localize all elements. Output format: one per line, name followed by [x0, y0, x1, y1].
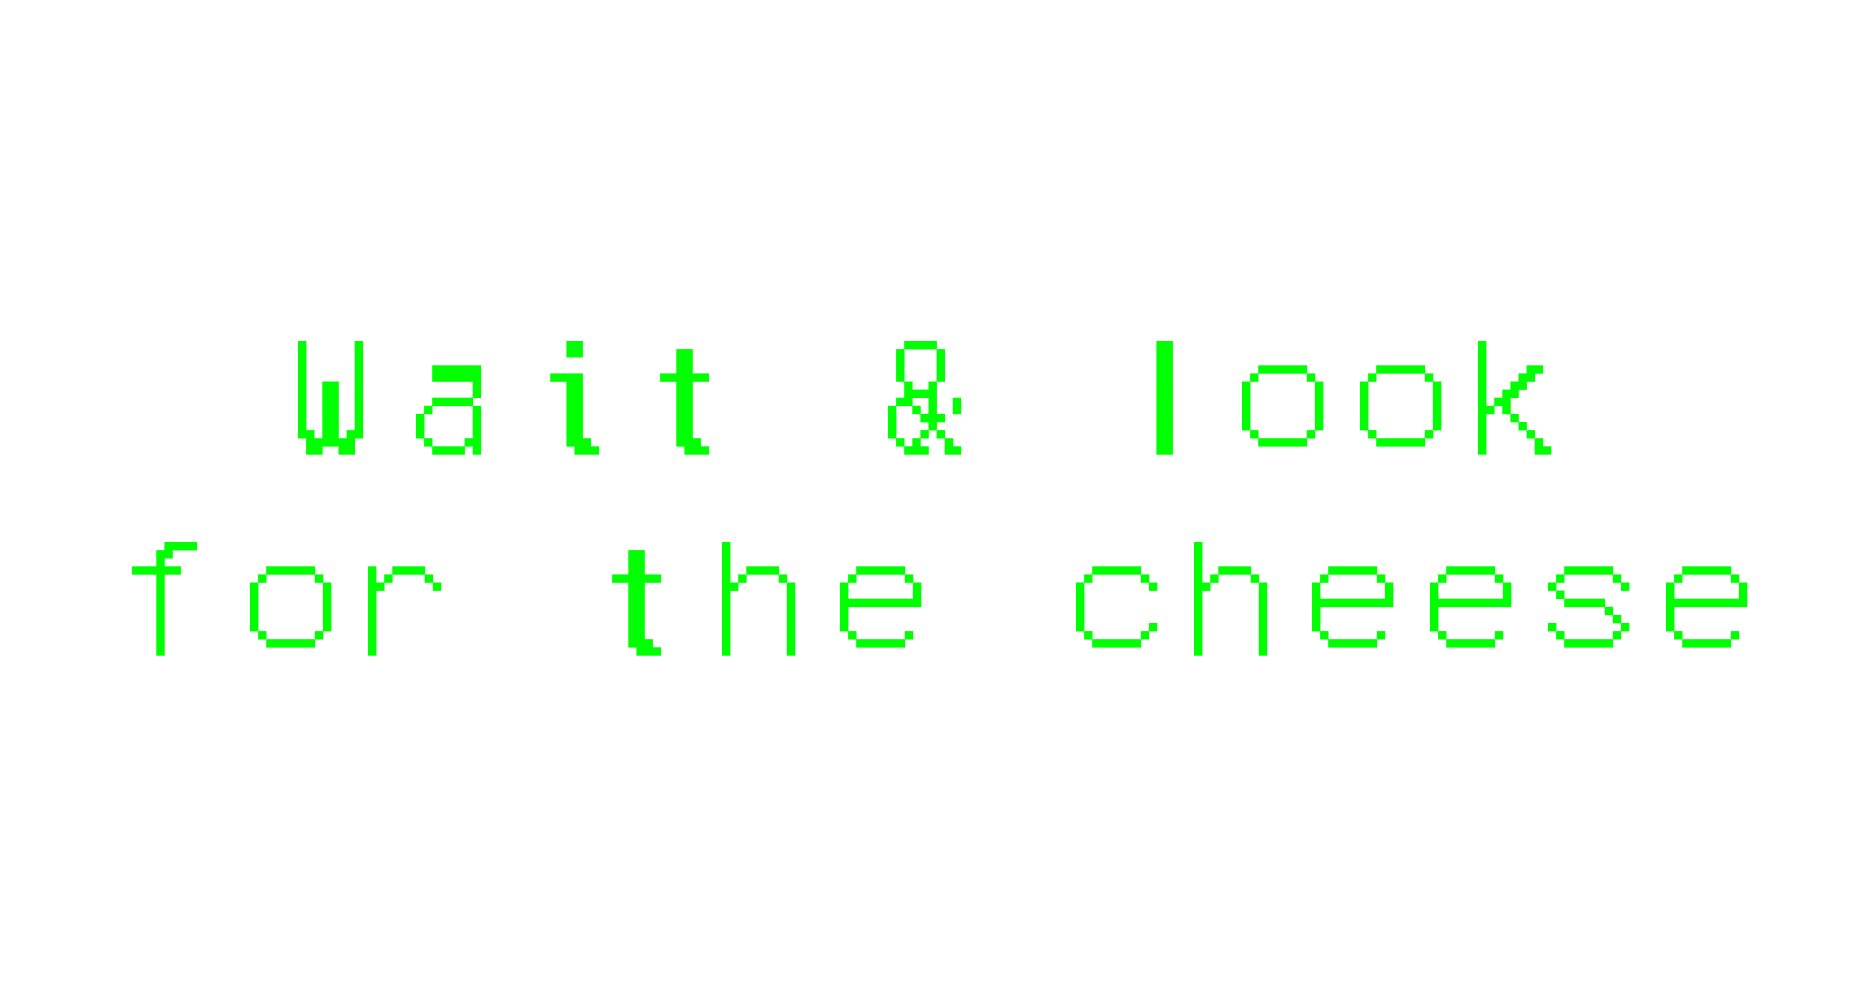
- glyph-e: [1312, 566, 1393, 647]
- glyph-h: [1194, 542, 1267, 656]
- glyph-l: [1156, 341, 1173, 455]
- glyph-k: [1478, 341, 1551, 455]
- glyph-ampersand: [888, 341, 961, 455]
- glyph-t: [612, 550, 661, 656]
- glyph-h: [722, 542, 795, 656]
- glyph-e: [840, 566, 921, 647]
- glyph-o: [1360, 365, 1441, 446]
- message-line-1: [298, 341, 1551, 455]
- glyph-c: [1076, 566, 1157, 647]
- glyph-e: [1430, 566, 1511, 647]
- glyph-o: [1242, 365, 1323, 446]
- glyph-W: [298, 341, 363, 455]
- glyph-a: [416, 365, 481, 454]
- glyph-o: [250, 566, 331, 647]
- glyph-r: [368, 566, 441, 655]
- glyph-i: [550, 341, 599, 455]
- glyph-f: [132, 542, 197, 656]
- glyph-e: [1666, 566, 1747, 647]
- message-line-2: [132, 542, 1747, 656]
- glyph-s: [1548, 566, 1629, 647]
- glyph-t: [660, 349, 709, 455]
